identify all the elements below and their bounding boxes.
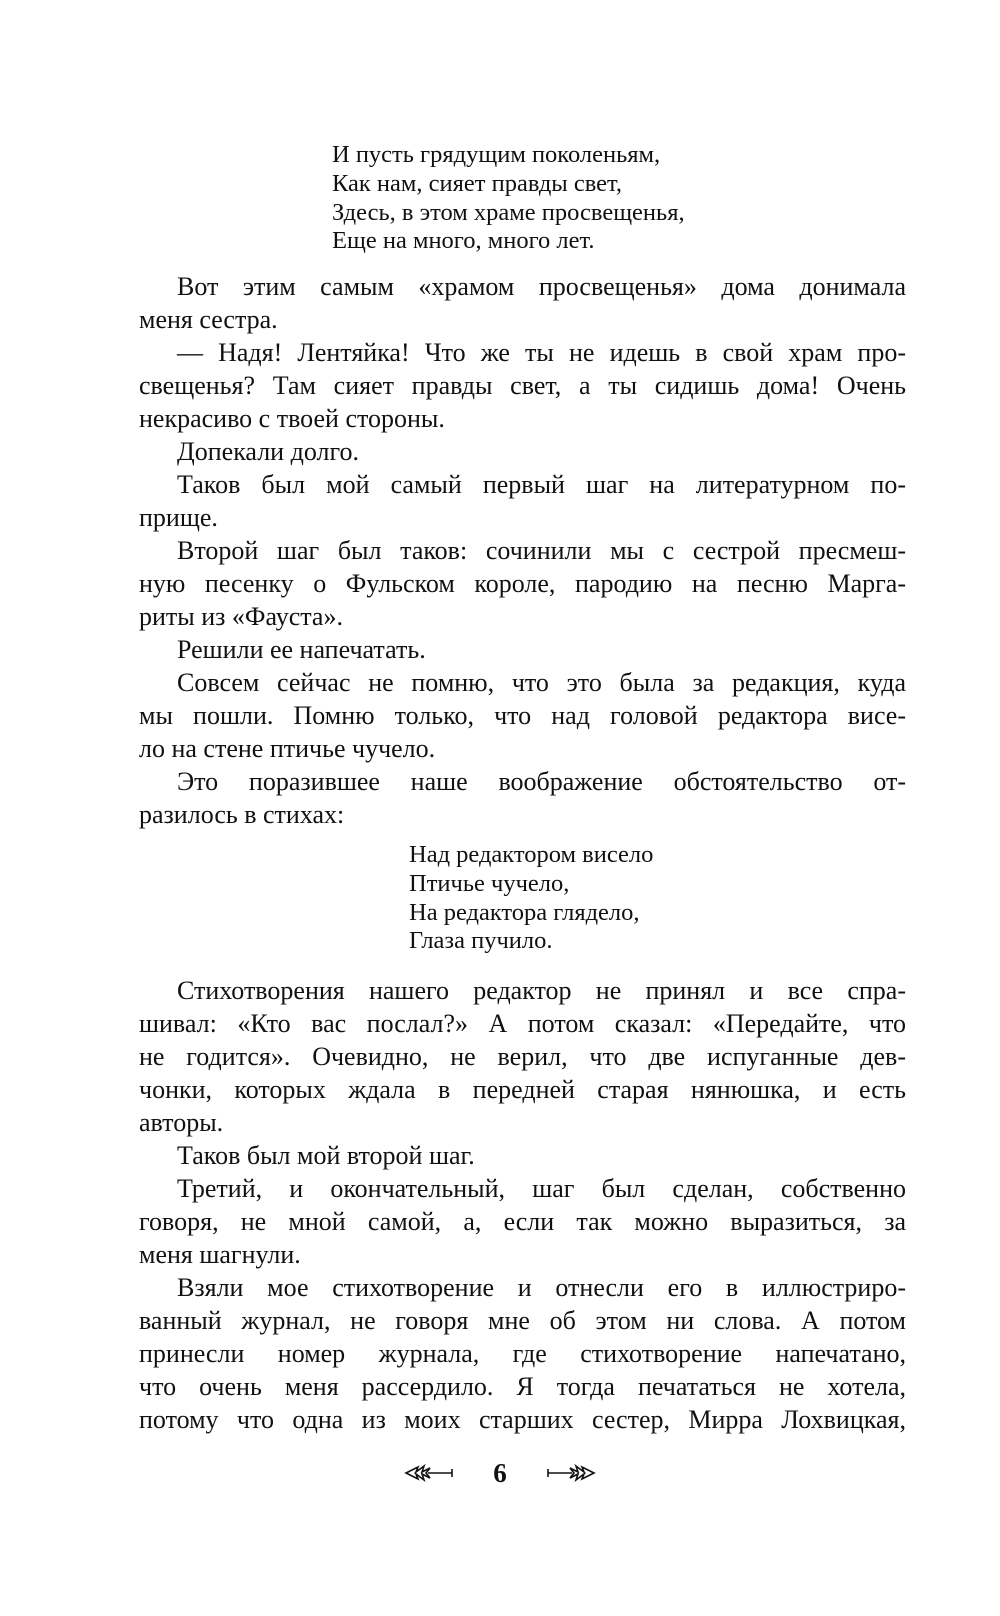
- paragraph: [139, 1139, 906, 1172]
- verse-line: Глаза пучило.: [409, 927, 553, 955]
- verse-1: [332, 141, 685, 256]
- text-line: Это поразившее наше воображение обстоятельство от-: [177, 767, 906, 796]
- paragraph: [139, 336, 906, 435]
- paragraph: [139, 468, 906, 534]
- verse-line: Здесь, в этом храме просвещенья,: [332, 198, 685, 226]
- text-line: — Надя! Лентяйка! Что же ты не идешь в свой храм про-: [177, 338, 906, 367]
- paragraph: [139, 1271, 906, 1436]
- body-text-2: [139, 974, 906, 1436]
- text-line: риты из «Фауста».: [139, 602, 343, 631]
- leaf-ornament-right-icon: [544, 1462, 596, 1484]
- body-text-1: [139, 270, 906, 831]
- paragraph: [139, 633, 906, 666]
- text-line: что очень меня рассердило. Я тогда печататься не хотела,: [139, 1372, 906, 1401]
- text-line: меня сестра.: [139, 305, 278, 334]
- text-line: Допекали долго.: [177, 437, 359, 466]
- text-line: принесли номер журнала, где стихотворение напечатано,: [139, 1339, 906, 1368]
- text-line: ло на стене птичье чучело.: [139, 734, 436, 763]
- text-line: чонки, которых ждала в передней старая нянюшка, и есть: [139, 1075, 906, 1104]
- paragraph: [139, 1172, 906, 1271]
- page-number: 6: [493, 1457, 507, 1488]
- text-line: Третий, и окончательный, шаг был сделан, собственно: [177, 1174, 906, 1203]
- text-line: мы пошли. Помню только, что над головой редактора висе-: [139, 701, 906, 730]
- text-line: не годится». Очевидно, не верил, что две испуганные дев-: [139, 1042, 906, 1071]
- text-line: Взяли мое стихотворение и отнесли его в иллюстриро-: [177, 1273, 906, 1302]
- text-line: говоря, не мной самой, а, если так можно выразиться, за: [139, 1207, 906, 1236]
- page-footer: [0, 1455, 1000, 1491]
- paragraph: [139, 765, 906, 831]
- verse-line: Над редактором висело: [409, 841, 654, 868]
- paragraph: [139, 270, 906, 336]
- text-line: ную песенку о Фульском короле, пародию на песню Марга-: [139, 569, 906, 598]
- text-line: Вот этим самым «храмом просвещенья» дома донимала: [177, 272, 906, 301]
- text-line: прище.: [139, 503, 218, 532]
- text-line: Таков был мой самый первый шаг на литературном по-: [177, 470, 906, 499]
- paragraph: [139, 666, 906, 765]
- verse-line: Как нам, сияет правды свет,: [332, 169, 623, 197]
- verse-line: На редактора глядело,: [409, 898, 640, 926]
- verse-2: [409, 841, 653, 956]
- text-line: разилось в стихах:: [139, 800, 345, 829]
- text-line: Таков был мой второй шаг.: [177, 1141, 475, 1170]
- text-line: некрасиво с твоей стороны.: [139, 404, 445, 433]
- text-line: свещенья? Там сияет правды свет, а ты сидишь дома! Очень: [139, 371, 906, 400]
- leaf-ornament-left-icon: [404, 1462, 456, 1484]
- verse-line: Еще на много, много лет.: [332, 227, 595, 255]
- text-line: меня шагнули.: [139, 1240, 301, 1269]
- text-line: ванный журнал, не говоря мне об этом ни слова. А потом: [139, 1306, 906, 1335]
- text-line: Стихотворения нашего редактор не принял и все спра-: [177, 976, 906, 1005]
- text-line: Решили ее напечатать.: [177, 635, 426, 664]
- text-line: потому что одна из моих старших сестер, Мирра Лохвицкая,: [139, 1405, 906, 1434]
- text-line: авторы.: [139, 1108, 224, 1137]
- text-line: шивал: «Кто вас послал?» А потом сказал: «Передайте, что: [139, 1009, 906, 1038]
- text-line: Совсем сейчас не помню, что это была за редакция, куда: [177, 668, 906, 697]
- verse-line: Птичье чучело,: [409, 869, 570, 897]
- verse-line: И пусть грядущим поколеньям,: [332, 141, 661, 168]
- paragraph: [139, 974, 906, 1139]
- paragraph: [139, 435, 906, 468]
- text-line: Второй шаг был таков: сочинили мы с сестрой пресмеш-: [177, 536, 906, 565]
- paragraph: [139, 534, 906, 633]
